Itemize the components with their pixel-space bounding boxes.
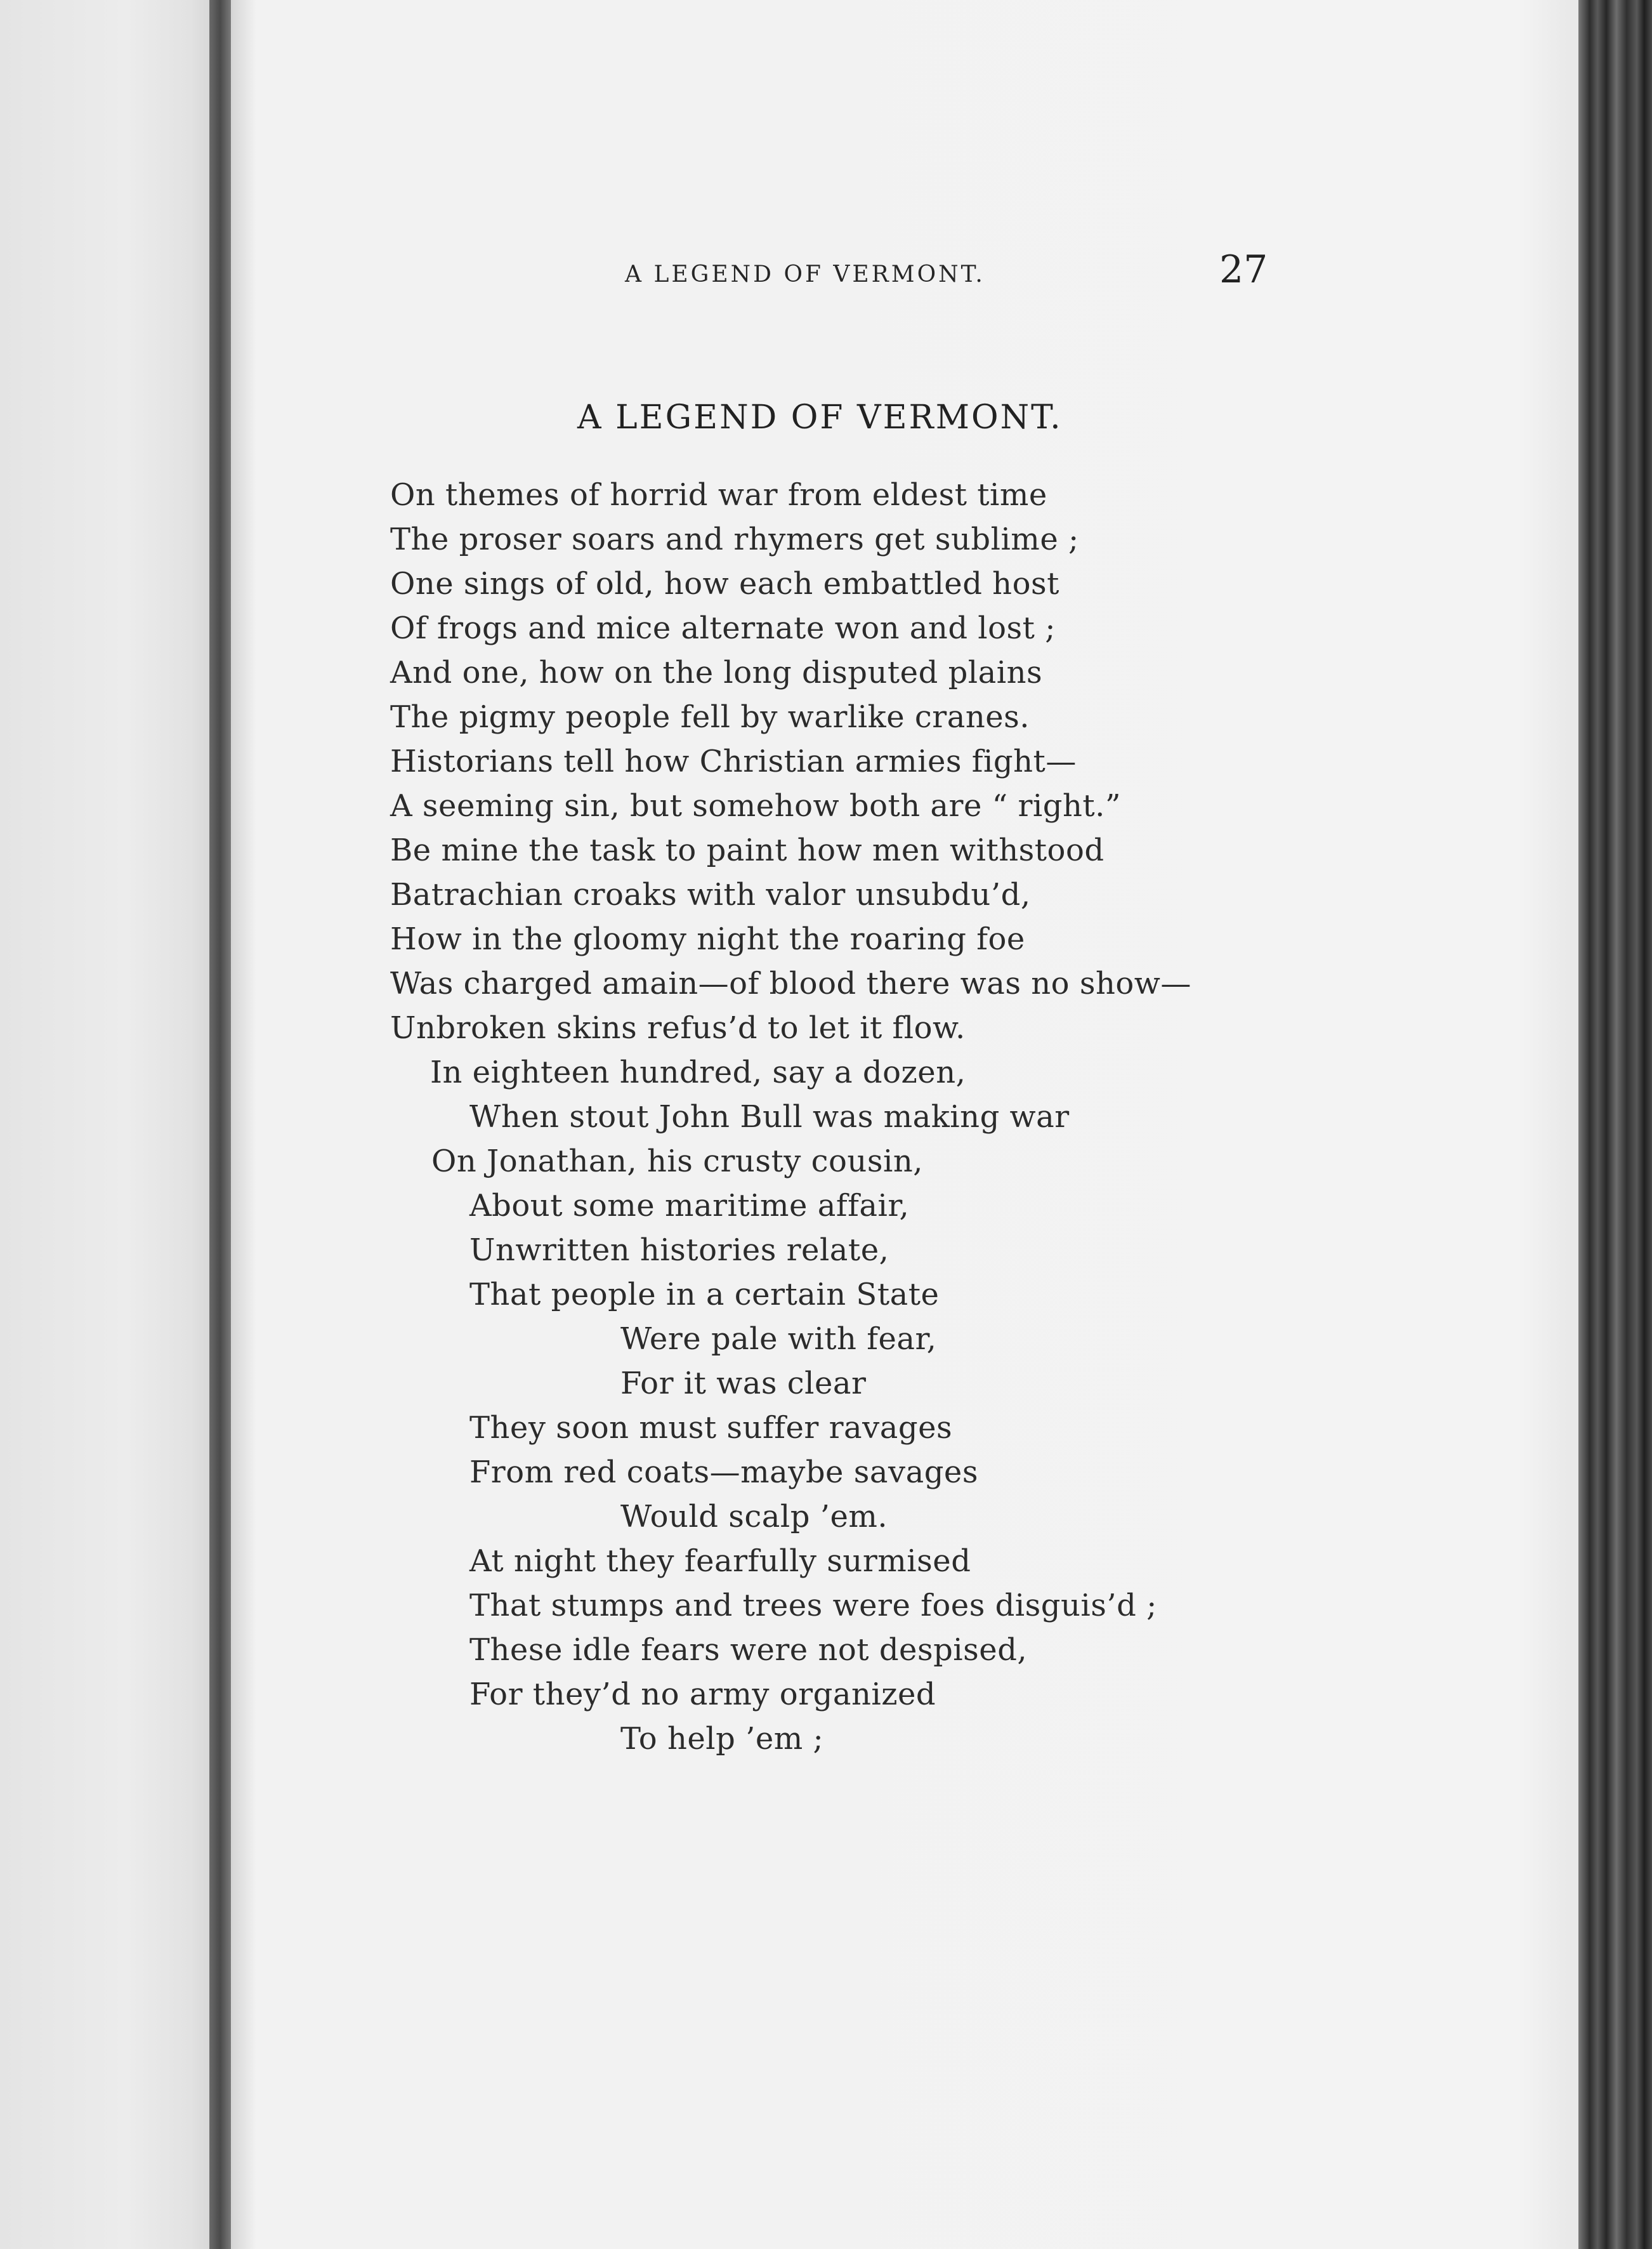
- poem-line: For they’d no army organized: [469, 1677, 936, 1712]
- poem-line: Be mine the task to paint how men withstood: [390, 833, 1105, 868]
- poem-line: The proser soars and rhymers get sublime ;: [390, 522, 1079, 557]
- page-number: 27: [1219, 247, 1268, 292]
- poem-line: And one, how on the long disputed plains: [390, 655, 1043, 690]
- poem-line: At night they fearfully surmised: [469, 1543, 971, 1579]
- poem-line: A seeming sin, but somehow both are “ right.”: [390, 788, 1121, 824]
- poem-line: Unwritten histories relate,: [469, 1232, 889, 1268]
- poem-line: One sings of old, how each embattled host: [390, 566, 1059, 602]
- poem-line: In eighteen hundred, say a dozen,: [430, 1055, 966, 1090]
- poem-line: Unbroken skins refus’d to let it flow.: [390, 1010, 966, 1046]
- poem-line: Would scalp ’em.: [620, 1499, 888, 1534]
- poem-line: On Jonathan, his crusty cousin,: [431, 1144, 923, 1179]
- poem-line: When stout John Bull was making war: [469, 1099, 1070, 1135]
- running-head: A LEGEND OF VERMONT.: [625, 261, 985, 287]
- poem-line: The pigmy people fell by warlike cranes.: [390, 699, 1030, 735]
- poem-line: Of frogs and mice alternate won and lost ;: [390, 610, 1056, 646]
- poem-title: A LEGEND OF VERMONT.: [577, 399, 1063, 437]
- poem-line: Was charged amain—of blood there was no show—: [390, 966, 1191, 1001]
- poem-line: These idle fears were not despised,: [469, 1632, 1028, 1668]
- poem-line: From red coats—maybe savages: [469, 1454, 978, 1490]
- poem-line: To help ’em ;: [620, 1721, 824, 1757]
- poem-line: That people in a certain State: [469, 1277, 940, 1312]
- poem-line: That stumps and trees were foes disguis’d ;: [469, 1588, 1157, 1623]
- poem-line: They soon must suffer ravages: [469, 1410, 953, 1446]
- poem-line: Were pale with fear,: [620, 1321, 937, 1357]
- poem-line: How in the gloomy night the roaring foe: [390, 921, 1025, 957]
- poem-line: For it was clear: [620, 1366, 867, 1401]
- poem-line: On themes of horrid war from eldest time: [390, 477, 1047, 513]
- poem-line: About some maritime affair,: [469, 1188, 910, 1223]
- poem-line: Batrachian croaks with valor unsubdu’d,: [390, 877, 1031, 913]
- poem-line: Historians tell how Christian armies fight—: [390, 744, 1077, 779]
